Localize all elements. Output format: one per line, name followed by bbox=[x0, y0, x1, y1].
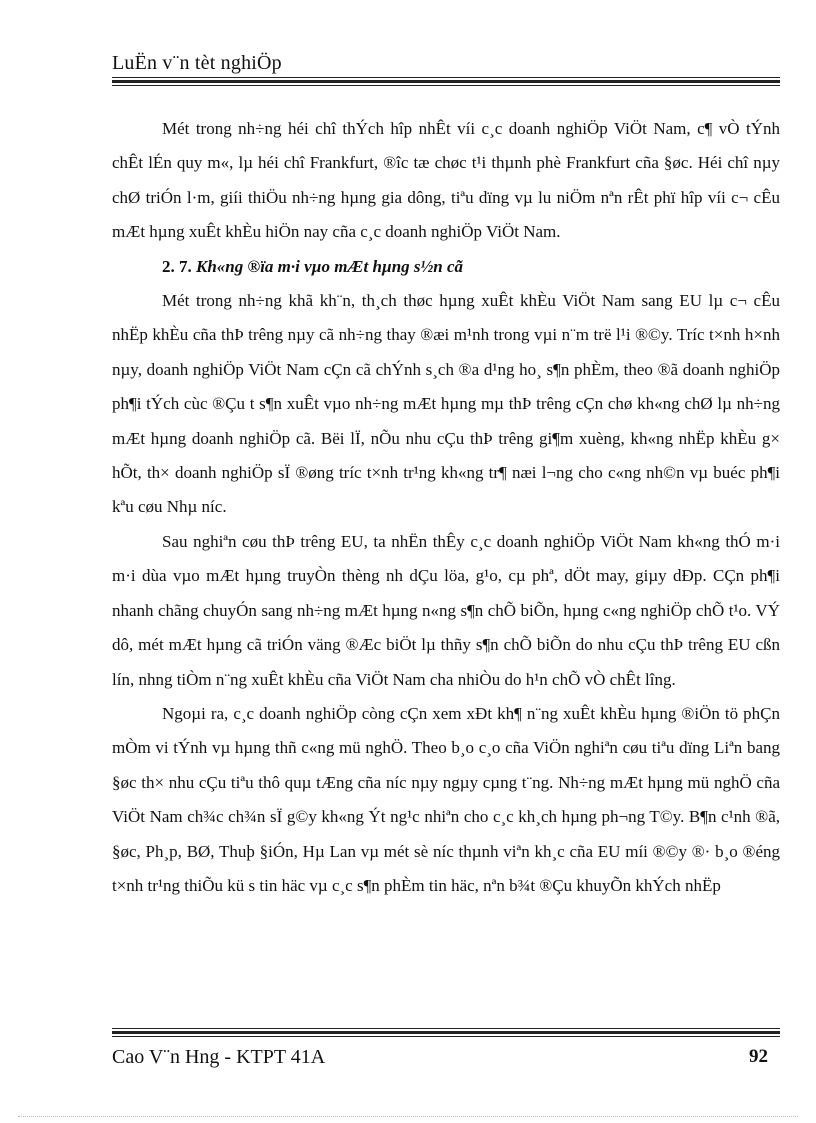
footer-divider bbox=[112, 1028, 780, 1038]
paragraph-import-structure: Mét trong nh÷ng khã kh¨n, th¸ch thøc hµng xuÊt khÈu ViÖt Nam sang EU lµ c¬ cÊu nhËp khÈu cña thÞ trêng nµy cã nh÷ng thay ®æi m¹nh trong vµi n¨m trë l¹i ®©y. Tríc t×nh h×nh nµy, doanh nghiÖp ViÖt Nam cÇn cã chÝnh s¸ch ®a d¹ng ho¸ s¶n phÈm, theo ®ã doanh nghiÖp ph¶i tÝch cùc ®Çu t s¶n xuÊt vµo nh÷ng mÆt hµng mµ thÞ trêng cÇn chø kh«ng chØ lµ nh÷ng mÆt hµng doanh nghiÖp cã. Bëi lÏ, nÕu nhu cÇu thÞ trêng gi¶m xuèng, kh«ng nhËp khÈu g× hÕt, th× doanh nghiÖp sÏ ®øng tríc t×nh tr¹ng kh«ng tr¶ næi l¬ng cho c«ng nh©n vµ buéc ph¶i kªu cøu Nhµ níc. bbox=[112, 291, 780, 517]
section-number: 2. 7. bbox=[162, 256, 192, 276]
page-edge bbox=[18, 1116, 798, 1117]
section-subheading bbox=[112, 250, 780, 284]
header-divider bbox=[112, 77, 780, 87]
paragraph-frankfurt-fair: Mét trong nh÷ng héi chî thÝch hîp nhÊt víi c¸c doanh nghiÖp ViÖt Nam, c¶ vÒ tÝnh chÊt lÉn quy m«, lµ héi chî Frankfurt, ®îc tæ chøc t¹i thµnh phè Frankfurt cña §øc. Héi chî nµy chØ triÓn l·m, giíi thiÖu nh÷ng hµng gia dông, tiªu dïng vµ lu niÖm nªn rÊt phï hîp víi c¬ cÊu mÆt hµng xuÊt khÈu hiÖn nay cña c¸c doanh nghiÖp ViÖt Nam. bbox=[112, 119, 780, 242]
page-header-title: LuËn v¨n tèt nghiÖp bbox=[112, 52, 282, 74]
footer-author: Cao V¨n Hng - KTPT 41A bbox=[112, 1046, 326, 1068]
section-title: Kh«ng ®ïa m·i vµo mÆt hµng s½n cã bbox=[196, 256, 464, 276]
paragraph-electronics-handicrafts: Ngoµi ra, c¸c doanh nghiÖp còng cÇn xem xÐt kh¶ n¨ng xuÊt khÈu hµng ®iÖn tö phÇn mÒm vi tÝnh vµ hµng thñ c«ng mü nghÖ. Theo b¸o c¸o cña ViÖn nghiªn cøu tiªu dïng Liªn bang §øc th× nhu cÇu tiªu thô quµ tÆng cña níc nµy ngµy cµng t¨ng. Nh÷ng mÆt hµng mü nghÖ cña ViÖt Nam ch¾c ch¾n sÏ g©y kh«ng Ýt ng¹c nhiªn cho c¸c kh¸ch hµng ph¬ng T©y. B¶n c¹nh ®ã, §øc, Ph¸p, BØ, Thuþ §iÓn, Hµ Lan vµ mét sè níc thµnh viªn kh¸c cña EU míi ®©y ®· b¸o ®éng t×nh tr¹ng thiÕu kü s tin häc vµ c¸c s¶n phÈm tin häc, nªn b¾t ®Çu khuyÕn khÝch nhËp bbox=[112, 703, 780, 895]
paragraph-market-research: Sau nghiªn cøu thÞ trêng EU, ta nhËn thÊy c¸c doanh nghiÖp ViÖt Nam kh«ng thÓ m·i m·i dùa vµo mÆt hµng truyÒn thèng nh dÇu löa, g¹o, cµ phª, dÖt may, giµy dÐp. CÇn ph¶i nhanh chãng chuyÓn sang nh÷ng mÆt hµng n«ng s¶n chÕ biÕn, hµng c«ng nghiÖp chÕ t¹o. VÝ dô, mét mÆt hµng cã triÓn väng ®Æc biÖt lµ thñy s¶n chÕ biÕn do nhu cÇu thÞ trêng EU cßn lín, nhng tiÒm n¨ng xuÊt khÈu cña ViÖt Nam cha nhiÒu do h¹n chÕ vÒ chÊt lîng. bbox=[112, 531, 780, 689]
document-body bbox=[112, 112, 780, 903]
page-number: 92 bbox=[749, 1046, 768, 1067]
